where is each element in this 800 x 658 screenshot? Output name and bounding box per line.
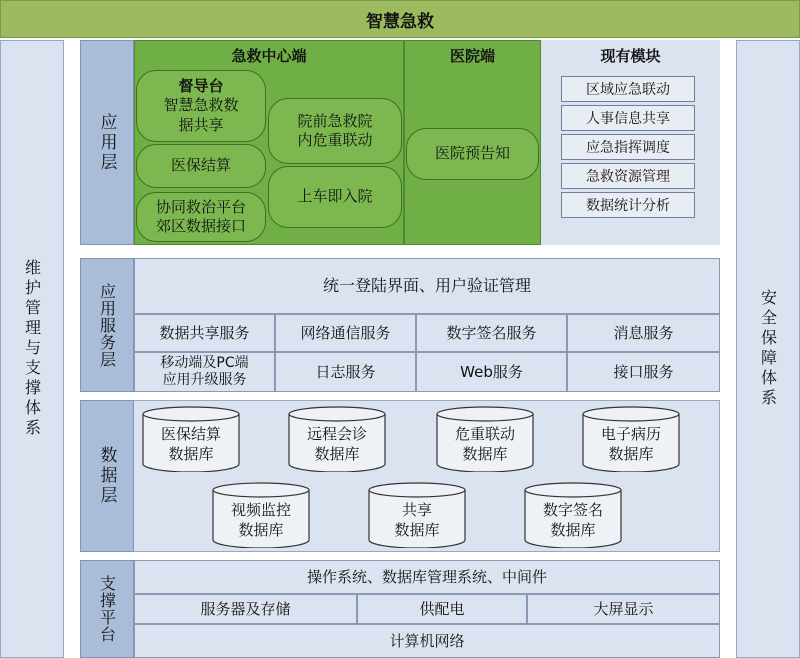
- database-label: [161, 424, 221, 465]
- service-cell: 消息服务: [567, 314, 720, 352]
- mobile-pc-upgrade-cell: [134, 352, 275, 392]
- app-layer-label: [80, 40, 134, 245]
- support-cell: 供配电: [357, 594, 527, 624]
- database-cylinder: [142, 406, 240, 472]
- hospital-header: 医院端: [449, 46, 495, 65]
- database-cylinder: [288, 406, 386, 472]
- supervision-pill: [136, 70, 266, 142]
- database-suffix: 数据库: [238, 521, 284, 539]
- prehospital-pill: [268, 98, 402, 164]
- security-label: 安全保障体系: [758, 289, 778, 409]
- database-suffix: 数据库: [394, 521, 440, 539]
- mobile-line1: 移动端及PC端: [160, 355, 249, 372]
- supervision-title: 督导台: [178, 76, 224, 95]
- database-cylinder: [436, 406, 534, 472]
- unified-login-cell: 统一登陆界面、用户验证管理: [134, 258, 720, 314]
- emergency-center-header: 急救中心端: [231, 46, 307, 65]
- support-layer-label: [80, 560, 134, 658]
- system-title: 智慧急救: [0, 0, 800, 38]
- database-name: 共享: [401, 500, 432, 519]
- hospital-prenotice-label: 医院预告知: [434, 144, 510, 163]
- collab-line1: 协同救治平台: [155, 197, 246, 216]
- database-name: 危重联动: [454, 424, 515, 443]
- insurance-settlement-label: 医保结算: [170, 156, 231, 175]
- supervision-line2: 据共享: [178, 115, 224, 134]
- module-item: 急救资源管理: [561, 163, 695, 189]
- service-cell: Web服务: [416, 352, 567, 392]
- service-cell: 数据共享服务: [134, 314, 275, 352]
- supervision-line1: 智慧急救数: [163, 96, 239, 115]
- service-layer-label: [80, 258, 134, 392]
- insurance-settlement-pill: [136, 144, 266, 188]
- collab-treatment-pill: [136, 192, 266, 242]
- prehospital-line1: 院前急救院: [297, 111, 373, 130]
- os-db-middleware-cell: 操作系统、数据库管理系统、中间件: [134, 560, 720, 594]
- onboard-admission-label: 上车即入院: [297, 187, 373, 206]
- maintenance-support-panel: [0, 40, 64, 658]
- module-item: 应急指挥调度: [561, 134, 695, 160]
- database-name: 视频监控: [230, 500, 291, 519]
- support-layer-label-text: 支撑平台: [97, 575, 117, 643]
- database-label: [394, 500, 439, 541]
- service-cell: 接口服务: [567, 352, 720, 392]
- data-layer-label: [80, 400, 134, 552]
- database-label: [231, 500, 291, 541]
- database-name: 数字签名: [542, 500, 603, 519]
- database-label: [455, 424, 515, 465]
- support-cell: 大屏显示: [527, 594, 720, 624]
- database-suffix: 数据库: [462, 445, 508, 463]
- collab-line2: 郊区数据接口: [155, 217, 246, 235]
- database-cylinder: [212, 482, 310, 548]
- database-name: 远程会诊: [306, 424, 367, 443]
- security-panel: [736, 40, 800, 658]
- database-suffix: 数据库: [168, 445, 214, 463]
- onboard-admission-pill: [268, 166, 402, 228]
- database-name: 医保结算: [160, 424, 221, 443]
- prehospital-line2: 内危重联动: [297, 131, 373, 149]
- maintenance-support-label: 维护管理与支撑体系: [22, 259, 42, 439]
- service-cell: 日志服务: [275, 352, 416, 392]
- database-cylinder: [524, 482, 622, 548]
- mobile-line2: 应用升级服务: [162, 372, 247, 388]
- database-label: [601, 424, 661, 465]
- service-cell: 数字签名服务: [416, 314, 567, 352]
- database-suffix: 数据库: [550, 521, 596, 539]
- hospital-prenotice-pill: [406, 128, 539, 180]
- database-cylinder: [368, 482, 466, 548]
- database-name: 电子病历: [600, 424, 661, 443]
- module-item: 数据统计分析: [561, 192, 695, 218]
- existing-modules-header: 现有模块: [600, 46, 661, 65]
- data-layer-label-text: 数据层: [96, 446, 117, 506]
- database-label: [307, 424, 367, 465]
- service-cell: 网络通信服务: [275, 314, 416, 352]
- module-item: 人事信息共享: [561, 105, 695, 131]
- module-item: 区域应急联动: [561, 76, 695, 102]
- app-layer-label-text: 应用层: [96, 112, 117, 173]
- database-cylinder: [582, 406, 680, 472]
- database-suffix: 数据库: [608, 445, 654, 463]
- database-suffix: 数据库: [314, 445, 360, 463]
- support-cell: 服务器及存储: [134, 594, 357, 624]
- database-label: [543, 500, 603, 541]
- computer-network-cell: 计算机网络: [134, 624, 720, 658]
- service-layer-label-text: 应用服务层: [97, 282, 117, 368]
